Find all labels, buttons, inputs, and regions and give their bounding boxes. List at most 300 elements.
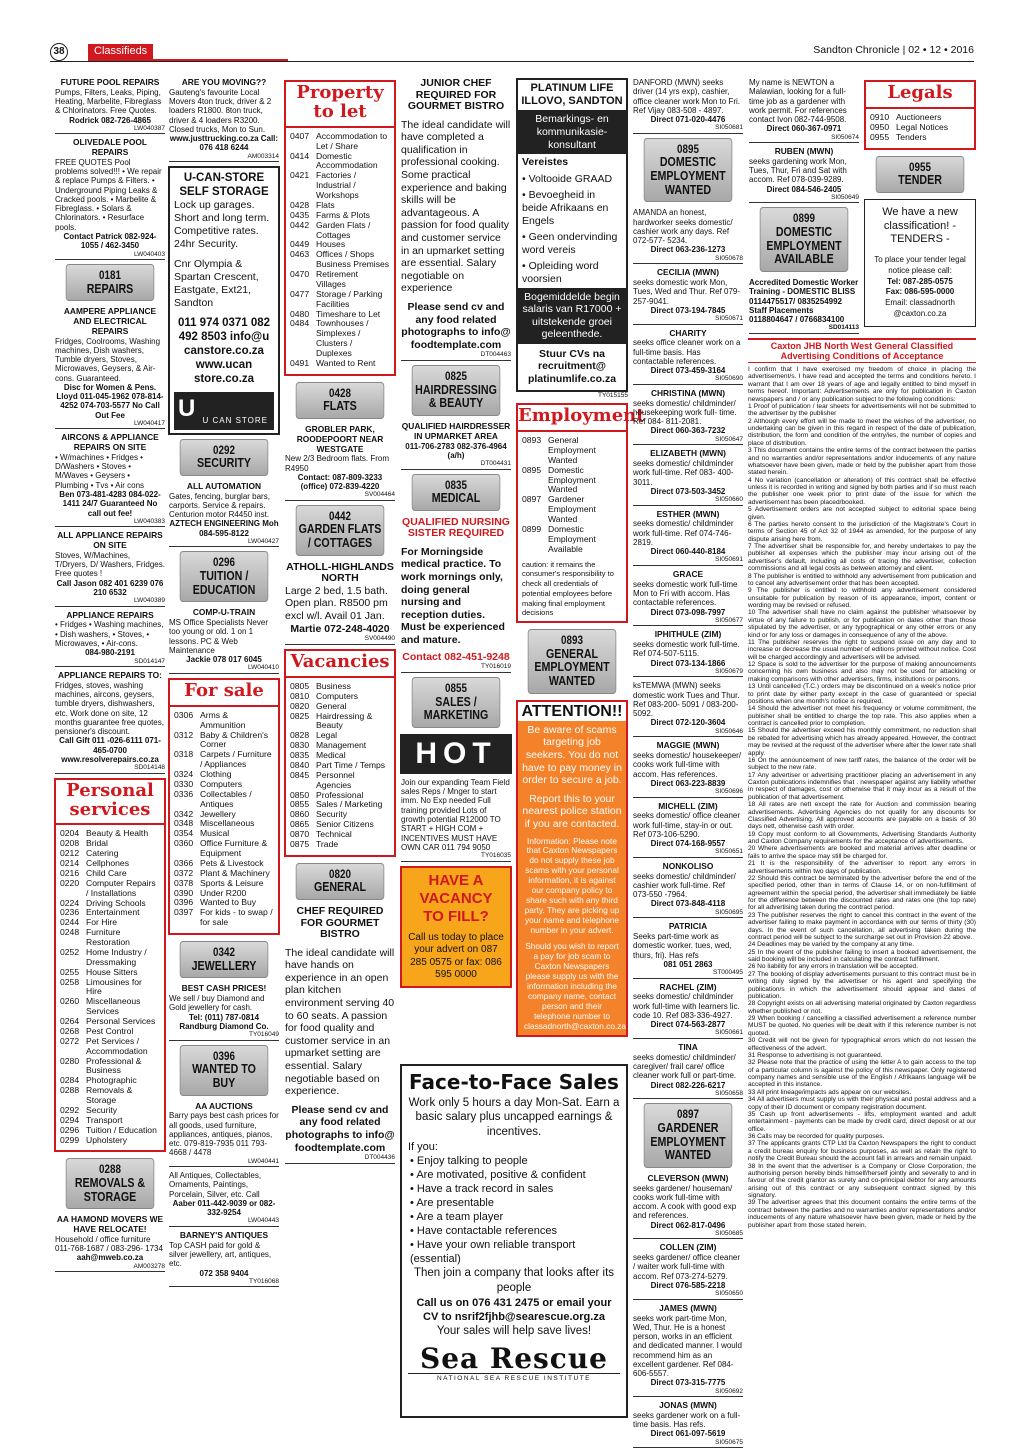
index-label: Trade bbox=[316, 838, 339, 849]
vacancies-index bbox=[284, 649, 396, 857]
ad-ref: ST000495 bbox=[633, 969, 743, 979]
ad-body: seeks domestic/ childminder/ cashier work full-time. Ref 073-550 -7964. bbox=[633, 871, 736, 900]
classified-ad bbox=[54, 671, 166, 774]
ad-body: seeks domestic/ childminder/ caregiver/ frail care/ office cleaner work full or part-time. bbox=[633, 1052, 737, 1081]
condition-item: 29 When booking / cancelling a classified advertisement a reference number MUST be quoted. No queries will be dealt with if this reference number is not quoted. bbox=[748, 1015, 976, 1037]
index-label: Furniture Restoration bbox=[86, 927, 130, 948]
index-row bbox=[286, 132, 394, 152]
classified-ad bbox=[632, 268, 744, 324]
index-code: 0955 bbox=[870, 131, 890, 142]
f2f-list-item: • Are presentable bbox=[410, 1196, 620, 1210]
index-label: Technical bbox=[316, 829, 352, 840]
tender-text: To place your tender legal notice please call: bbox=[874, 255, 966, 275]
classified-ad bbox=[168, 1231, 280, 1287]
ad-body: AMANDA an honest, hardworker seeks domestic/ cashier work any days. Ref 072-577- 5234. bbox=[633, 208, 733, 246]
ad-body: The ideal candidate will have hands on experience in an open plan kitchen environment serving 40 to 60 seats. A passion for food quality and customer service in an upmarket setting are essential. Salary negotiable based on experience. bbox=[285, 946, 395, 1098]
category-code: 0855 bbox=[445, 681, 467, 696]
index-label: Factories / Industrial / Workshops bbox=[316, 170, 359, 201]
ad-contact: Direct 073-194-7845 bbox=[650, 305, 726, 315]
column-7-top-left bbox=[748, 78, 860, 338]
index-label: Transport bbox=[86, 1114, 123, 1125]
index-title: Personal services bbox=[56, 780, 164, 826]
condition-item: 12 Space is sold to the advertiser for the purpose of making announcements concerning his own business and also may not be used for attacking or making comparisons with other advertisers, firms, institutions or persons. bbox=[748, 661, 976, 683]
conditions-of-acceptance bbox=[748, 338, 976, 1229]
index-label: Townhouses / Simplexes / Clusters / Duplexes bbox=[316, 318, 369, 359]
classified-ad bbox=[632, 208, 744, 264]
condition-item: 19 Copy must conform to all Governments, Advertising Standards Authority and Caxton Company requirements for the acceptance of advertisements. bbox=[748, 830, 976, 845]
index-row bbox=[518, 436, 626, 466]
index-code: 0264 bbox=[60, 1016, 80, 1027]
column-4 bbox=[400, 78, 512, 1062]
column-1 bbox=[54, 78, 166, 1430]
category-heading bbox=[296, 505, 385, 556]
logo-text: U CAN STORE bbox=[202, 415, 268, 425]
category-name: SALES / MARKETING bbox=[423, 693, 489, 723]
classified-ad bbox=[400, 517, 512, 673]
ad-body: seeks domestic/ childminder/ housekeeping work full- time. Ref 084- 811-2081. bbox=[633, 398, 737, 427]
ad-ref: SV004490 bbox=[285, 635, 395, 645]
index-row bbox=[170, 711, 278, 731]
ad-heading: TINA bbox=[678, 1041, 698, 1052]
ad-heading: CLEVERSON (MWN) bbox=[647, 1172, 729, 1183]
plat-req-item: • Voltooide GRAAD bbox=[522, 172, 613, 185]
ad-body: Stoves, W/Machines, T/Dryers, D/ Washers, Fridges. Free quotes ! bbox=[55, 550, 165, 579]
ad-ref: SI050678 bbox=[633, 255, 743, 265]
index-code: 0244 bbox=[60, 917, 80, 928]
index-label: Personal Services bbox=[86, 1016, 156, 1027]
f2f-then: Then join a company that looks after its people bbox=[413, 1267, 615, 1295]
ad-contact: Contact: 087-809-3233 (office) 072-839-4220 bbox=[297, 472, 383, 492]
column-2 bbox=[168, 78, 280, 1430]
index-code: 0299 bbox=[60, 1134, 80, 1145]
ad-heading: NONKOLISO bbox=[662, 860, 714, 871]
index-row bbox=[286, 221, 394, 241]
index-code: 0288 bbox=[60, 1085, 80, 1096]
ad-body: seeks domestic/ office cleaner work full-time, stay-in or out. Ref 073-106-5290. bbox=[633, 811, 741, 839]
index-code: 0893 bbox=[522, 435, 542, 446]
column-5 bbox=[516, 78, 645, 1062]
ad-body: seeks domestic work full-time. Ref 074-507-5115. bbox=[633, 640, 740, 659]
f2f-save: Your sales will help save lives! bbox=[436, 1325, 592, 1338]
index-row bbox=[56, 948, 164, 968]
ad-ref: LW040441 bbox=[169, 1158, 279, 1168]
condition-item: 15 Should the advertiser exceed his monthly commitment, no reduction shall be rebated for advertising which has already appeared. However, the contract may be revised at the request of the advertiser where after the lower rate shall apply. bbox=[748, 727, 976, 757]
for-sale-index bbox=[168, 678, 280, 935]
ad-ref: DT004436 bbox=[285, 1154, 395, 1164]
ad-body: Join our expanding Team Field sales Reps / Mnger to start imm. No Exp needed Full training provided Lots of growth potential R12000 TO START + HIGH COM + INCENTIVES MUST HAVE OWN CAR 011 794 9050 bbox=[401, 777, 510, 852]
ad-ref: SI050650 bbox=[633, 1290, 743, 1300]
storage-address: Cnr Olympia & Spartan Crescent, Eastgate, Ext21, Sandton bbox=[174, 258, 259, 309]
index-label: Musical bbox=[200, 828, 230, 839]
f2f-list-item: • Have contactable references bbox=[410, 1224, 620, 1238]
category-heading bbox=[412, 677, 501, 728]
ad-heading: JUNIOR CHEF REQUIRED FOR GOURMET BISTRO bbox=[407, 77, 505, 113]
ad-heading: AA AUCTIONS bbox=[195, 1100, 253, 1111]
ad-ref: SI050690 bbox=[633, 375, 743, 385]
ad-contact: Direct 073-459-3164 bbox=[650, 366, 726, 376]
category-heading bbox=[528, 629, 617, 694]
tender-notice bbox=[864, 199, 976, 327]
classified-ad bbox=[54, 433, 166, 527]
category-code: 0296 bbox=[213, 555, 235, 570]
index-code: 0366 bbox=[174, 857, 194, 868]
condition-item: 36 Calls may be recorded for quality purposes. bbox=[748, 1133, 885, 1140]
index-label: Tuition / Education bbox=[86, 1124, 157, 1135]
column-3 bbox=[284, 78, 396, 1430]
ad-contact: AZTECH ENGINEERING Moh 084-595-8122 bbox=[169, 519, 279, 538]
ad-ref: SI050691 bbox=[633, 556, 743, 566]
index-row bbox=[286, 319, 394, 359]
f2f-list-item: • Have a track record in sales bbox=[410, 1182, 620, 1196]
ad-contact: Direct 071-020-4476 bbox=[650, 115, 726, 125]
index-code: 0407 bbox=[290, 130, 310, 141]
category-name: GENERAL bbox=[313, 879, 367, 895]
ad-ref: SI050660 bbox=[633, 496, 743, 506]
ad-body: DANFORD (MWN) seeks driver (14 yrs exp), cashier, office cleaner work Mon to Fri. Ref Vijay 083-508 - 4897. bbox=[633, 78, 741, 115]
publication-date: Sandton Chronicle | 02 • 12 • 2016 bbox=[813, 44, 974, 56]
index-label: Gardener Employment Wanted bbox=[548, 494, 596, 525]
index-code: 0870 bbox=[290, 829, 310, 840]
sea-rescue-tagline: NATIONAL SEA RESCUE INSTITUTE bbox=[408, 1373, 620, 1383]
index-label: Hairdressing & Beauty bbox=[316, 710, 373, 731]
warning-report-info: Should you wish to report a pay for job scam to Caxton Newspapers please supply us with the information including the company name, contact person and their telephone number to classadnorth@caxton.co.za bbox=[518, 939, 626, 1035]
ad-body: seeks domestic work full-time Mon to Fri with accom. Has contactable references. bbox=[633, 579, 738, 608]
ad-contact: Direct 061-097-5619 bbox=[650, 1429, 726, 1439]
ad-ref: TY016049 bbox=[169, 1031, 279, 1041]
ad-heading: OLIVEDALE POOL REPAIRS bbox=[73, 137, 147, 158]
page-header bbox=[50, 42, 974, 62]
category-code: 0428 bbox=[329, 385, 351, 400]
index-row bbox=[286, 250, 394, 270]
ad-body: We sell / buy Diamond and Gold jewellery for cash. bbox=[169, 994, 265, 1013]
ad-ref: SI050651 bbox=[633, 848, 743, 858]
ad-contact: 084-980-2191 bbox=[85, 648, 135, 658]
index-label: Security bbox=[86, 1104, 118, 1115]
index-code: 0860 bbox=[290, 809, 310, 820]
ad-heading: GROBLER PARK, ROODEPOORT NEAR WESTGATE bbox=[296, 424, 384, 454]
ad-ref: AM003278 bbox=[55, 1263, 165, 1273]
ad-ref: AM003314 bbox=[169, 153, 279, 163]
ad-contact: Direct 073-134-1866 bbox=[650, 658, 726, 668]
index-row bbox=[170, 790, 278, 810]
index-label: For Hire bbox=[86, 917, 118, 928]
index-code: 0449 bbox=[290, 239, 310, 250]
ad-body: seeks office cleaner work on a full-time basis. Has contactable references. bbox=[633, 338, 741, 366]
index-label: Sales / Marketing bbox=[316, 799, 383, 810]
index-code: 0212 bbox=[60, 848, 80, 859]
ad-heading: JONAS (MWN) bbox=[659, 1400, 717, 1411]
classified-ad bbox=[168, 78, 280, 162]
tender-tel: Tel: 087-285-0575 bbox=[887, 276, 953, 286]
gardener-ads bbox=[632, 1174, 744, 1448]
condition-item: 7 The advertiser shall be responsible for, and hereby undertakes to pay the publisher all expenses which the publisher may incur arising out of the advertiser's default, including all costs of tracing the advertiser, collection commissions and all legal costs as between attorney and client. bbox=[748, 543, 976, 573]
category-name: GENERAL EMPLOYMENT WANTED bbox=[534, 645, 610, 688]
index-code: 0428 bbox=[290, 199, 310, 210]
classified-ad bbox=[748, 278, 860, 334]
ad-ref: SD014148 bbox=[55, 764, 165, 774]
condition-item: 16 On the announcement of new tariff rates, the balance of the order will be subject to the new rate. bbox=[748, 756, 976, 772]
ad-heading: QUALIFIED HAIRDRESSER IN UPMARKET AREA bbox=[401, 421, 511, 441]
ad-ref: SI050681 bbox=[633, 124, 743, 134]
index-code: 0840 bbox=[290, 759, 310, 770]
condition-item: 1 Proof of publication / tear sheets for advertisements will not be submitted to the advertiser by the publisher bbox=[748, 402, 976, 418]
index-label: Office Furniture & Equipment bbox=[200, 838, 268, 859]
classified-ad bbox=[632, 1304, 744, 1397]
index-label: Cellphones bbox=[86, 858, 129, 869]
condition-item: 33 All print lineage/impacts ads appear on our websites. bbox=[748, 1088, 912, 1096]
personal-services-index bbox=[54, 778, 166, 1153]
ad-heading: RACHEL (ZIM) bbox=[659, 981, 717, 992]
index-code: 0421 bbox=[290, 170, 310, 181]
storage-display-ad bbox=[168, 166, 280, 434]
category-code: 0288 bbox=[99, 1162, 121, 1177]
index-code: 0442 bbox=[290, 219, 310, 230]
classified-ad bbox=[54, 138, 166, 260]
index-label: Clothing bbox=[200, 769, 232, 780]
category-code: 0181 bbox=[99, 268, 121, 283]
ad-heading: BEST CASH PRICES! bbox=[181, 983, 267, 994]
ad-heading: RUBEN (MWN) bbox=[774, 146, 834, 157]
index-code: 0390 bbox=[174, 887, 194, 898]
ad-heading: QUALIFIED NURSING SISTER REQUIRED bbox=[402, 515, 510, 540]
ad-body: My name is NEWTON a Malawian, looking for a full-time job as a gardener with work permit. For references contact Ivon 082-744-9508. bbox=[749, 78, 847, 125]
condition-item: 22 Should this contract be terminated by the advertiser before the end of the specified period, other than in terms of Clause 14, or on non-fulfillment of agreement within the special period, the advertiser shall immediately be liable for the difference between the discounted rates and rates one (the top rate) for all advertising taken during the contract period. bbox=[748, 874, 976, 912]
plat-req-item: • Opleiding word voorsien bbox=[522, 260, 599, 285]
classified-ad bbox=[400, 78, 512, 361]
index-code: 0268 bbox=[60, 1025, 80, 1036]
index-code: 0292 bbox=[60, 1104, 80, 1115]
classified-ad bbox=[54, 611, 166, 667]
ad-contact: Rodrick 082-726-4865 bbox=[69, 115, 151, 125]
warning-title: ATTENTION!! bbox=[518, 702, 626, 721]
index-code: 0220 bbox=[60, 877, 80, 888]
category-code: 0396 bbox=[213, 1048, 235, 1063]
ad-contact: Direct 060-440-8184 bbox=[650, 547, 726, 557]
index-row bbox=[286, 771, 394, 791]
ad-ref: LW040410 bbox=[169, 664, 279, 674]
index-label: Tenders bbox=[896, 131, 927, 142]
index-code: 0910 bbox=[870, 111, 890, 122]
ad-body: seeks domestic/ childminder work full-time. Ref 074-746- 2819. bbox=[633, 519, 734, 547]
index-code: 0950 bbox=[870, 121, 890, 132]
index-code: 0477 bbox=[290, 288, 310, 299]
ad-body: The ideal candidate will have completed a qualification in professional cooking. Some practical experience and baking skills will be advantageous. A passion for food quality and customer service in an upmarket setting are essential. Salary negotiable on experience bbox=[401, 118, 511, 295]
index-label: Computers bbox=[200, 778, 243, 789]
ad-contact: 072 358 9404 bbox=[199, 1268, 249, 1278]
ad-body: FREE QUOTES Pool problems solved!!! • We repair & replace Pumps & Filters. • Underground Piping Leaks & Cracked pools. • Marbelite & Fibreglass. • Solars & Chlorinators. • Resurface pools. bbox=[55, 157, 162, 232]
classified-ad bbox=[632, 983, 744, 1039]
index-row bbox=[56, 997, 164, 1017]
index-row bbox=[286, 359, 394, 369]
ad-contact: www.justtrucking.co.za Call: 076 418 6244 bbox=[169, 134, 279, 153]
ad-body: MS Office Specialists Never too young or old. 1 on 1 lessons. PC & Web Maintenance bbox=[169, 618, 268, 655]
index-label: Retirement Villages bbox=[316, 269, 359, 289]
tender-email: Email: classadnorth @caxton.co.za bbox=[885, 298, 955, 318]
category-name: FLATS bbox=[323, 398, 357, 414]
classified-ad bbox=[54, 531, 166, 606]
condition-item: 13 Until cancelled (T.C.) orders may be discontinued on a week's notice prior to print date by either party except in the case of guaranteed or special positions when one month's notice is required. bbox=[748, 683, 976, 705]
index-label: Miscellaneous Services bbox=[86, 996, 141, 1017]
category-name: REPAIRS bbox=[86, 280, 134, 296]
ad-ref: SI050647 bbox=[633, 436, 743, 446]
index-row bbox=[518, 525, 626, 555]
classified-ad bbox=[632, 389, 744, 445]
legals-index bbox=[864, 80, 976, 150]
category-code: 0442 bbox=[329, 508, 351, 523]
index-title: Legals bbox=[866, 82, 974, 109]
classified-ad bbox=[54, 307, 166, 429]
ad-contact: Contact Patrick 082-924-1055 / 462-3450 bbox=[63, 231, 157, 251]
index-code: 0342 bbox=[174, 808, 194, 819]
storage-title: U-CAN-STORE SELF STORAGE bbox=[179, 172, 269, 199]
ad-heading: APPLIANCE REPAIRS TO: bbox=[58, 670, 162, 681]
category-heading bbox=[412, 365, 501, 416]
category-code: 0895 bbox=[677, 141, 699, 156]
index-code: 0899 bbox=[522, 523, 542, 534]
ad-contact: Direct 082-226-6217 bbox=[650, 1080, 726, 1090]
category-heading bbox=[296, 382, 385, 419]
index-label: Storage / Parking Facilities bbox=[316, 288, 383, 309]
section-rule bbox=[88, 59, 288, 61]
index-row bbox=[56, 1086, 164, 1106]
f2f-list-item: • Have your own reliable transport (essential) bbox=[410, 1238, 620, 1266]
ad-contact: Aaber 011-442-9039 or 082-332-9254 bbox=[172, 1198, 276, 1218]
index-label: Miscellaneous bbox=[200, 818, 255, 829]
condition-item: 35 Cash up front advertisements - lifts, employment wanted and adult entertainment - payments can be made by credit card, direct deposit or at our office. bbox=[748, 1110, 976, 1133]
classified-ad bbox=[54, 1215, 166, 1272]
index-code: 0865 bbox=[290, 819, 310, 830]
index-row bbox=[286, 840, 394, 850]
ad-heading: COMP-U-TRAIN bbox=[192, 607, 256, 618]
vacancy-promo bbox=[400, 866, 512, 988]
classified-ad bbox=[284, 425, 396, 501]
category-heading bbox=[180, 551, 269, 602]
classified-ad bbox=[168, 482, 280, 548]
index-label: Flats bbox=[316, 199, 335, 210]
category-name: DOMESTIC EMPLOYMENT WANTED bbox=[650, 154, 726, 197]
index-label: Garden Flats / Cottages bbox=[316, 219, 371, 240]
ad-body: seeks gardener/ houseman/ cooks work full-time with accom. A cook with good exp and references. bbox=[633, 1183, 737, 1221]
index-label: Auctioneers bbox=[896, 111, 942, 122]
condition-item: 38 In the event that the advertiser is a Company or Close Corporation, the authorising person hereby binds himself/herself jointly and severally to and in favour of the credit grantor as surety and co-principal debtor for any amounts arising out of this contract or any subsequent contract signed by this signatory. bbox=[748, 1162, 976, 1199]
index-label: Offices / Shops Business Premises bbox=[316, 249, 390, 270]
plat-contact: Stuur CVs na recruitment@ platinumlife.co.za bbox=[527, 347, 617, 386]
category-heading bbox=[66, 264, 155, 301]
f2f-list-item: • Enjoy talking to people bbox=[410, 1154, 620, 1168]
ad-body: All Antiques, Collectables, Ornaments, Paintings, Porcelain, Silver, etc. Call bbox=[169, 1171, 262, 1199]
ad-contact: Direct 062-817-0496 bbox=[650, 1220, 726, 1230]
category-heading bbox=[412, 474, 501, 511]
category-name: JEWELLERY bbox=[191, 957, 257, 973]
category-heading bbox=[180, 941, 269, 978]
warning-report: Report this to your nearest police station if you are contacted. bbox=[518, 790, 626, 834]
index-label: Wanted to Rent bbox=[316, 357, 376, 368]
plat-req-item: • Bevoegheid in beide Afrikaans en Engels bbox=[522, 189, 609, 227]
ad-contact: Call Gift 011 -026-6111 071-465-0700 www.resolverepairs.co.za bbox=[59, 736, 161, 764]
plat-requirements-heading: Vereistes bbox=[522, 156, 569, 169]
ad-body: seeks work part-time Mon, Wed, Thur. He is a honest person, works in an efficient and dedicated manner. I would recommend him as an excellent gardener. Ref 084-606-5557. bbox=[633, 1313, 742, 1379]
ad-contact: Direct 063-236-1273 bbox=[650, 245, 726, 255]
category-name: TENDER bbox=[898, 172, 942, 188]
index-code: 0491 bbox=[290, 357, 310, 368]
index-title: Vacancies bbox=[286, 651, 394, 678]
category-code: 0820 bbox=[329, 866, 351, 881]
condition-item: 39 The advertiser agrees that this document contains the entire terms of the contract between the parties and no warranties and/or representations and/or inducements of any nature whatsoever have been given, made or held by the publisher apart from those stated herein. bbox=[748, 1199, 976, 1229]
index-code: 0810 bbox=[290, 690, 310, 701]
ad-ref: SV004464 bbox=[285, 491, 395, 501]
condition-item: 10 The advertiser shall have no claim against the publisher whatsoever by virtue of any failure to publish, or for publication on dates other than those stipulated by the advertiser, or any typographical or any other errors or any kind or for any loss or damages in consequence of any of the above. bbox=[748, 609, 976, 639]
index-code: 0830 bbox=[290, 740, 310, 751]
ad-body: Fridges, stoves, washing machines, aircons, geysers, tumble dryers, dishwashers, etc. Work done on site, 12 months guarantee free quotes, pensioner's discount. bbox=[55, 680, 164, 737]
ad-heading: ELIZABETH (MWN) bbox=[650, 448, 726, 459]
index-label: Pets & Livestock bbox=[200, 857, 264, 868]
condition-item: 23 The publisher reserves the right to cancel this contract in the event of the advertiser failing to make payment in accordance with our terms of thirty (30) days. In the event of such cancellation, all advertising taken during the contract period will be subject to the surcharge set out in Provision 22 above. bbox=[748, 911, 976, 941]
ad-ref: LW040417 bbox=[55, 420, 165, 430]
ad-contact: Contact 082-451-9248 bbox=[402, 650, 510, 663]
category-name: WANTED TO BUY bbox=[192, 1061, 256, 1090]
ad-ref: SI050671 bbox=[633, 315, 743, 325]
f2f-call: Call us on 076 431 2475 or email your CV to nsrif2fjhb@searescue.org.za bbox=[416, 1296, 612, 1323]
ad-heading: IPHITHULE (ZIM) bbox=[654, 629, 722, 640]
ad-contact: Please send cv and any food related photographs to info@ foodtemplate.com bbox=[401, 300, 511, 351]
index-row bbox=[170, 908, 278, 928]
page-number: 38 bbox=[50, 43, 68, 61]
ad-contact: Direct 074-168-9557 bbox=[650, 839, 726, 849]
index-code: 0397 bbox=[174, 907, 194, 918]
index-label: Legal bbox=[316, 730, 338, 741]
index-title: Property to let bbox=[286, 82, 394, 128]
index-row bbox=[518, 466, 626, 496]
index-code: 0248 bbox=[60, 927, 80, 938]
condition-item: 25 In the event of the publisher failing to insert a booked advertisement, the said booking will be included in calculating the contract fulfillment. bbox=[748, 948, 976, 963]
index-code: 0855 bbox=[290, 799, 310, 810]
ad-body: seeks gardening work Mon, Tues, Thur, Fri and Sat with accom. Ref 078-039-9289. bbox=[749, 156, 847, 185]
condition-item: 37 The applicants grants CTP Ltd t/a Caxton Newspapers the right to conduct a credit bureau enquiry for business purposes, as well as retain the right to notify the Credit Bureau should the account fall in arrears and remain unpaid. bbox=[748, 1140, 976, 1163]
index-code: 0324 bbox=[174, 769, 194, 780]
vacancy-promo-title: HAVE A VACANCY TO FILL? bbox=[419, 871, 493, 925]
ad-ref: SI050675 bbox=[633, 1439, 743, 1448]
index-row bbox=[56, 1037, 164, 1057]
classified-ad bbox=[168, 608, 280, 674]
condition-item: 30 Credit will not be given for typographical errors which do not lessen the effectiveness of the advert. bbox=[748, 1037, 976, 1052]
index-label: Legal Notices bbox=[896, 121, 949, 132]
index-label: Senior Citizens bbox=[316, 819, 374, 830]
index-label: Medical bbox=[316, 750, 346, 761]
ad-heading: AA HAMOND MOVERS WE HAVE RELOCATE! bbox=[56, 1214, 164, 1235]
index-code: 0208 bbox=[60, 838, 80, 849]
u-logo-icon: U bbox=[178, 394, 196, 422]
index-row bbox=[56, 879, 164, 899]
ad-contact: Direct 073-315-7775 bbox=[650, 1378, 726, 1388]
vacancy-promo-text: Call us today to place your advert on 087 285 0575 or fax: 086 595 0000 bbox=[408, 931, 504, 981]
f2f-list-item: • Are a team player bbox=[410, 1210, 620, 1224]
sea-rescue-logo: Sea Rescue bbox=[420, 1341, 608, 1375]
index-label: Arms & Ammunition bbox=[200, 709, 246, 730]
ad-ref: SI050677 bbox=[633, 617, 743, 627]
ad-heading: AAMPERE APPLIANCE AND ELECTRICAL REPAIRS bbox=[63, 306, 157, 336]
ad-body: Top CASH paid for gold & silver jewellery, art, antiques, etc. bbox=[169, 1240, 272, 1269]
index-label: For kids - to swap / for sale bbox=[200, 907, 273, 928]
index-code: 0875 bbox=[290, 838, 310, 849]
ad-heading: FUTURE POOL REPAIRS bbox=[60, 77, 160, 87]
ad-heading: ATHOLL-HIGHLANDS NORTH bbox=[286, 560, 394, 585]
category-heading bbox=[66, 1158, 155, 1209]
index-code: 0336 bbox=[174, 788, 194, 799]
condition-item: 18 All rates are nett except the rate for Auction and commission bearing advertisements. Advertising Agencies do not qualify for any discounts for Classified Advertising. All approved accounts are payable on a basis of 30 days nett, otherwise cash with order. bbox=[748, 801, 976, 831]
condition-item: 3 This document contains the entire terms of the contract between the parties and no warranties and/or representations and/or inducements of any nature whatsoever have been given, made or held by the publisher apart from those stated herein. bbox=[748, 447, 976, 477]
f2f-list bbox=[408, 1154, 620, 1267]
classified-ad bbox=[632, 1043, 744, 1099]
